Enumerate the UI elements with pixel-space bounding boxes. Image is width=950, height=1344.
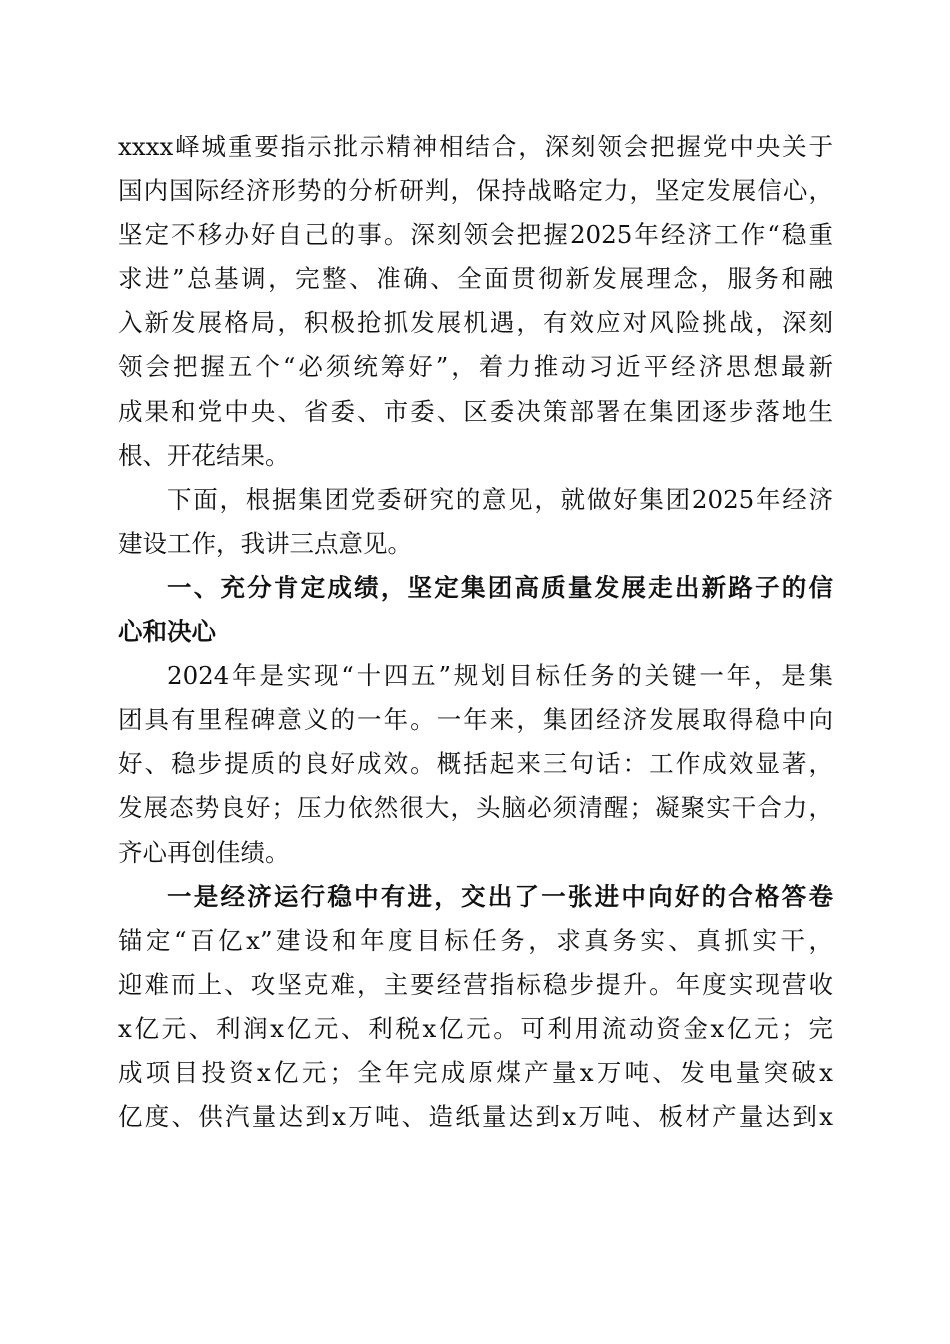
text-line: 团具有里程碑意义的一年。一年来，集团经济发展取得稳中向 [118,705,833,735]
heading-line: 心和决心 [118,617,216,647]
text-line: 坚定不移办好自己的事。深刻领会把握2025年经济工作“稳重 [118,220,833,250]
paragraph-4 [118,875,833,1140]
text-line: 入新发展格局，积极抢抓发展机遇，有效应对风险挑战，深刻 [118,308,833,338]
text-line: 亿度、供汽量达到x万吨、造纸量达到x万吨、板材产量达到x [118,1102,833,1132]
subheading-line: 一是经济运行稳中有进，交出了一张进中向好的合格答卷 [167,881,833,911]
text-line: 领会把握五个“必须统筹好”，着力推动习近平经济思想最新 [118,352,833,382]
text-line: 求进”总基调，完整、准确、全面贯彻新发展理念，服务和融 [118,264,833,294]
text-line: 迎难而上、攻坚克难，主要经营指标稳步提升。年度实现营收 [118,969,833,999]
text-line: 发展态势良好；压力依然很大，头脑必须清醒；凝聚实干合力， [118,793,833,823]
text-line: 根、开花结果。 [118,440,290,470]
heading-line: 一、充分肯定成绩，坚定集团高质量发展走出新路子的信 [167,572,833,602]
paragraph-3 [118,654,833,874]
paragraph-1 [118,125,833,478]
text-line: 2024年是实现“十四五”规划目标任务的关键一年，是集 [167,661,833,691]
text-line: xxxx峄城重要指示批示精神相结合，深刻领会把握党中央关于 [118,132,833,161]
text-line: 锚定“百亿x”建设和年度目标任务，求真务实、真抓实干， [118,925,833,955]
text-line: 成项目投资x亿元；全年完成原煤产量x万吨、发电量突破x [118,1057,833,1087]
text-line: x亿元、利润x亿元、利税x亿元。可利用流动资金x亿元；完 [118,1013,833,1043]
text-line: 建设工作，我讲三点意见。 [118,528,412,558]
text-line: 齐心再创佳绩。 [118,837,290,867]
text-line: 下面，根据集团党委研究的意见，就做好集团2025年经济 [167,484,833,514]
text-line: 好、稳步提质的良好成效。概括起来三句话：工作成效显著， [118,749,833,779]
text-line: 成果和党中央、省委、市委、区委决策部署在集团逐步落地生 [118,396,833,426]
section-heading-1 [118,566,833,654]
text-line: 国内国际经济形势的分析研判，保持战略定力，坚定发展信心， [118,176,833,206]
document-page [118,125,833,1139]
paragraph-2 [118,478,833,566]
